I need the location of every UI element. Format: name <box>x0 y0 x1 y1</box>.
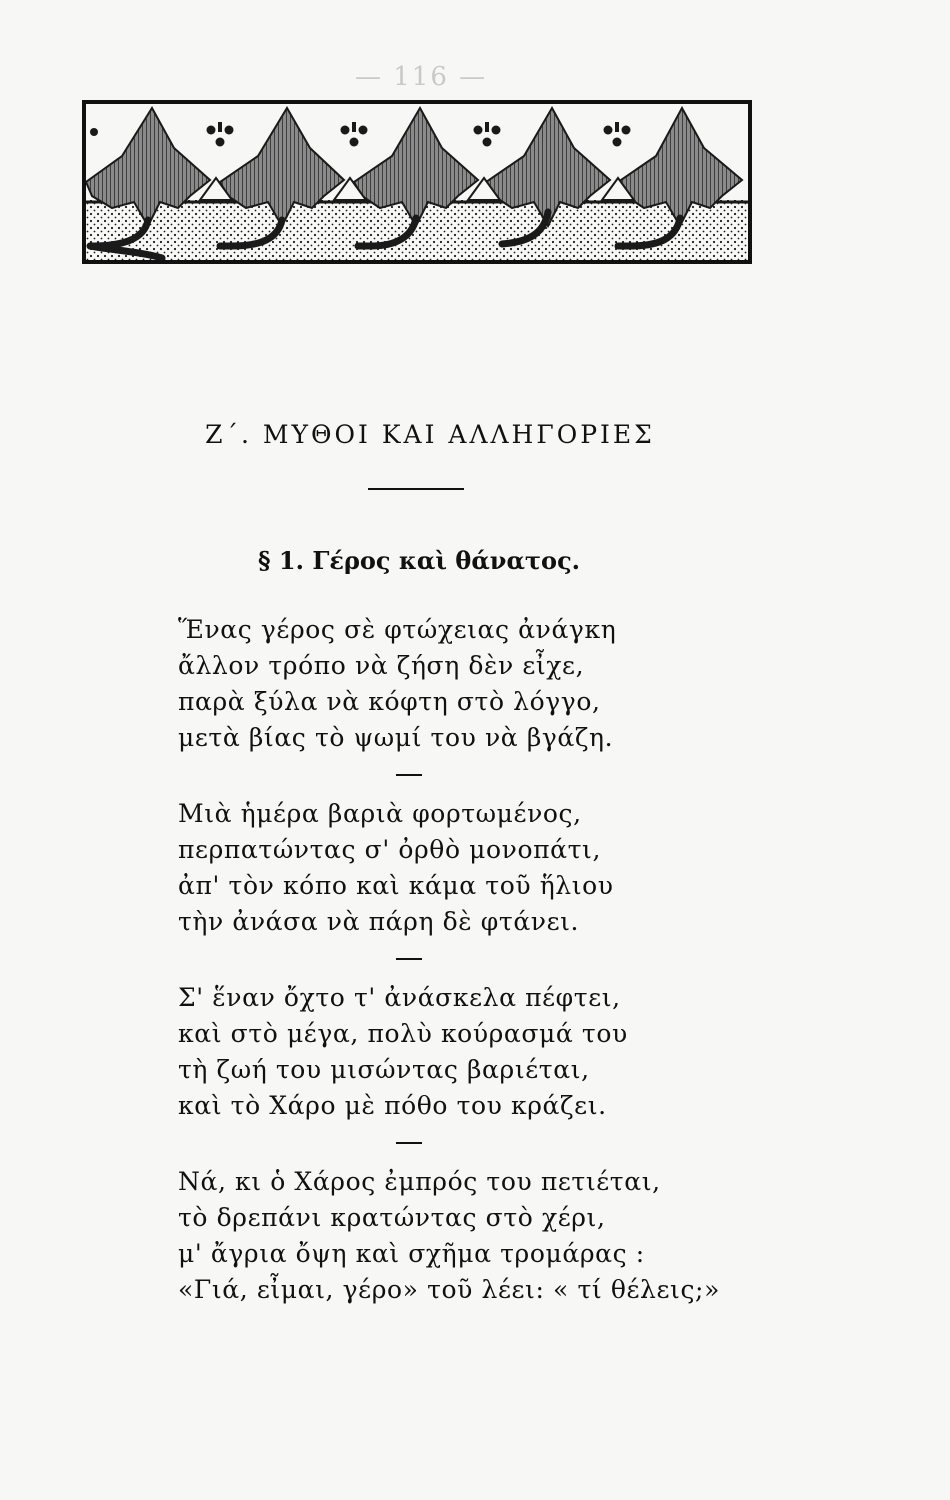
stanza <box>178 796 878 940</box>
verse-line: «Γιά, εἶμαι, γέρο» τοῦ λέει: « τί θέλεις;» <box>178 1275 720 1304</box>
stanza <box>178 980 878 1124</box>
verse-line: ἄλλον τρόπο νὰ ζήση δὲν εἶχε, <box>178 651 585 680</box>
verse-line: τὴν ἀνάσα νὰ πάρη δὲ φτάνει. <box>178 907 580 936</box>
verse-line: Ἕνας γέρος σὲ φτώχειας ἀνάγκη <box>178 615 617 644</box>
verse-line: τὸ δρεπάνι κρατώντας στὸ χέρι, <box>178 1203 606 1232</box>
verse-line: παρὰ ξύλα νὰ κόφτη στὸ λόγγο, <box>178 687 601 716</box>
section-heading: § 1. Γέρος καὶ θάνατος. <box>258 546 581 575</box>
stanza <box>178 1164 878 1308</box>
stanza-separator <box>396 774 422 776</box>
verse-line: ἀπ' τὸν κόπο καὶ κάμα τοῦ ἥλιου <box>178 871 614 900</box>
verse-line: τὴ ζωή του μισώντας βαριέται, <box>178 1055 590 1084</box>
poem <box>178 612 878 1326</box>
stanza <box>178 612 878 756</box>
verse-line: Σ' ἕναν ὄχτο τ' ἀνάσκελα πέφτει, <box>178 983 621 1012</box>
verse-line: καὶ τὸ Χάρο μὲ πόθο του κράζει. <box>178 1091 607 1120</box>
verse-line: μετὰ βίας τὸ ψωμί του νὰ βγάζη. <box>178 723 614 752</box>
chapter-title: Ζ΄. ΜΥΘΟΙ ΚΑΙ ΑΛΛΗΓΟΡΙΕΣ <box>205 420 655 449</box>
verse-line: μ' ἄγρια ὄψη καὶ σχῆμα τρομάρας : <box>178 1239 645 1268</box>
stanza-separator <box>396 1142 422 1144</box>
verse-line: καὶ στὸ μέγα, πολὺ κούρασμά του <box>178 1019 628 1048</box>
verse-line: περπατώντας σ' ὀρθὸ μονοπάτι, <box>178 835 601 864</box>
verse-line: Μιὰ ἡμέρα βαριὰ φορτωμένος, <box>178 799 582 828</box>
stanza-separator <box>396 958 422 960</box>
verse-line: Νά, κι ὁ Χάρος ἐμπρός του πετιέται, <box>178 1167 661 1196</box>
ivy-leaf-ornament <box>82 100 752 264</box>
page-number: — 116 — <box>355 62 488 92</box>
title-rule <box>368 488 464 490</box>
